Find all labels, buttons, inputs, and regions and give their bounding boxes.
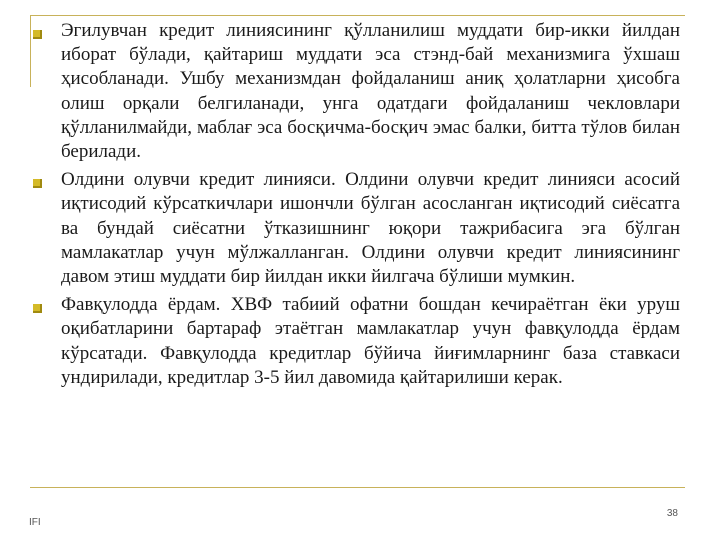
bullet-item-precautionary-credit-line [30,168,680,289]
square-bullet-icon [33,304,42,313]
bullet-text: Фавқулодда ёрдам. ХВФ табиий офатни бошдан кечираётган ёки уруш оқибатларини бартараф этаётган мамлакатлар учун фавқулодда ёрдам кўрсатади. Фавқулодда кредитлар бўйича йиғимларнинг база ставкаси ундирилади, кредитлар 3-5 йил давомида қайтарилиши керак. [61,294,680,388]
bullet-text: Олдини олувчи кредит линияси. Олдини олувчи кредит линияси асосий иқтисодий кўрсаткичлари ишончли бўлган асосланган иқтисодий сиёсатга ва бундай сиёсатни ўтказишнинг юқори тажрибасига эга бўлган мамлакатлар учун мўлжалланган. Олдини олувчи кредит линиясининг давом этиш муддати бир йилдан икки йилгача бўлиши мумкин. [61,169,680,288]
bullet-item-flexible-credit-line [30,19,680,164]
square-bullet-icon [33,179,42,188]
page-number: 38 [666,508,678,519]
top-divider [30,15,685,16]
bullet-item-emergency-assistance [30,293,680,390]
bullet-text: Эгилувчан кредит линиясининг қўлланилиш муддати бир-икки йилдан иборат бўлади, қайтариш муддати эса стэнд-бай механизмига ўхшаш ҳисобланади. Ушбу механизмдан фойдаланиш аниқ ҳолатларни ҳисобга олиш орқали белгиланади, унга одатдаги фойдаланиш чекловлари қўлланилмайди, маблағ эса босқичма-босқич эмас балки, битта тўлов билан берилади. [61,20,680,163]
footer-label: IFI [29,517,41,528]
bullet-list [30,19,680,394]
bottom-divider [30,487,685,488]
square-bullet-icon [33,30,42,39]
